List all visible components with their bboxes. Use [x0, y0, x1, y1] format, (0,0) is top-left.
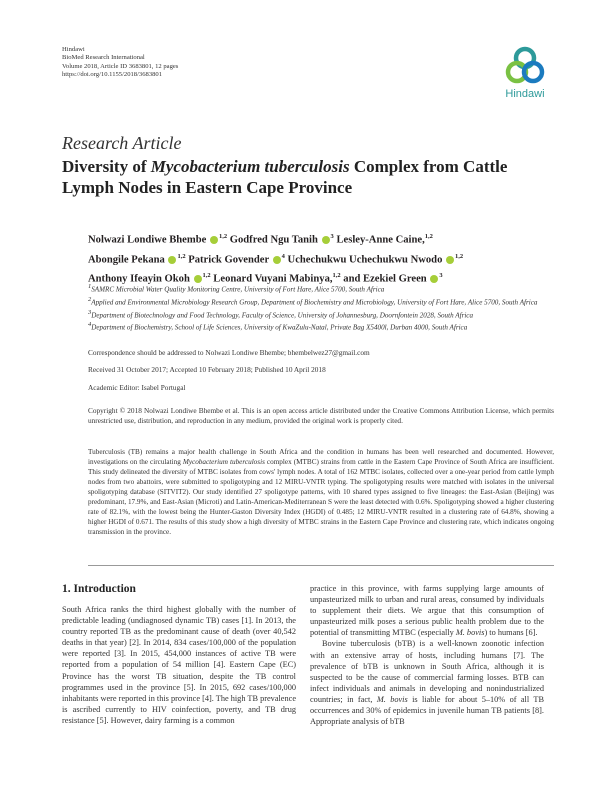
author-affiliation: 1,2 [424, 233, 433, 240]
author-name[interactable]: Godfred Ngu Tanih [229, 234, 318, 246]
orcid-icon[interactable] [446, 256, 454, 264]
affiliation-number: 2 [88, 295, 92, 303]
affiliation-item [88, 295, 558, 308]
author-affiliation: 3 [439, 272, 443, 280]
author-name[interactable]: Patrick Govender [188, 254, 269, 266]
body-column-right [310, 583, 544, 727]
logo-wordmark: Hindawi [505, 88, 545, 100]
article-title [62, 156, 552, 198]
author-affiliation: 1,2 [177, 252, 186, 260]
author-affiliation: 1,2 [218, 233, 228, 240]
abstract-text-2: complex (MTBC) strains from cattle in the Eastern Cape Province of South Africa are insufficient. This study delineated the diversity of MTBC isolates from cows' lymph nodes. A total of 162 MTBC isolates, collected over a one-year period from cattle lymph nodes from two abattoirs, were submitted to spoligotyping and 12 MIRU-VNTR typing. The spoligotyping results were matched with isolates in the universal spoligotyping database (SITVIT2). Our study identified 27 spoligotype patterns, with 10 shared types assigned to five lineages: the East-Asian (Beijing) was predominant, 17.9%, and East-Asian (Microti) and Latin-American-Mediterranean S were the least detected with 0.6%. Spoligotyping showed a higher clustering rate of 82.1%, with the lowest being the Hunter-Gaston Diversity Index (HGDI) of 0.485; 12 MIRU-VNTR resulted in a clustering rate of 64.8%, showing a higher HGDI of 0.671. The results of this study show a high diversity of MTBC strains in the Eastern Cape Province and clustering rate, which indicates ongoing transmission in the province. [88, 458, 554, 536]
publisher-name: Hindawi [62, 46, 85, 53]
affiliation-text: Applied and Environmental Microbiology Research Group, Department of Biochemistry and Microbiology, University of Fort Hare, Alice 5700, South Africa [91, 298, 538, 307]
paragraph-text: is liable for about 5–10% of all TB occurrences and 30% of epidemics in juvenile human TB patients [8]. Appropriate analysis of bTB [310, 694, 545, 727]
affiliation-item [88, 320, 558, 333]
orcid-icon[interactable] [210, 236, 218, 244]
volume-line: Volume 2018, Article ID 3683801, 12 pages [62, 62, 179, 70]
author-name[interactable]: Lesley-Anne Caine, [336, 234, 425, 246]
abstract [88, 447, 554, 537]
academic-editor: Academic Editor: Isabel Portugal [88, 383, 186, 392]
title-part-2: Complex from Cattle Lymph Nodes in Eastern Cape Province [62, 157, 508, 197]
author-affiliation: 1,2 [332, 272, 341, 280]
copyright-notice: Copyright © 2018 Nolwazi Londiwe Bhembe et al. This is an open access article distributed under the Creative Commons Attribution License, which permits unrestricted use, distribution, and reproduction in any medium, provided the original work is properly cited. [88, 406, 554, 425]
article-type: Research Article [62, 133, 182, 153]
author-name[interactable]: Abongile Pekana [88, 254, 165, 266]
journal-header [62, 46, 178, 80]
section-divider [88, 565, 554, 566]
paragraph-organism: M. bovis [376, 694, 408, 704]
paragraph-text: Bovine tuberculosis (bTB) is a well-known zoonotic infection with an extensive array of hosts, including humans [7]. The prevalence of bTB is unknown in South Africa, although it is suspected to be the cause of commercial farming losses. BTB can infect individuals and animals in developing and nonindustrialized countries; in fact, [310, 639, 544, 704]
author-name[interactable]: Nolwazi Londiwe Bhembe [88, 234, 207, 246]
orcid-icon[interactable] [168, 256, 176, 264]
dates-line: Received 31 October 2017; Accepted 10 February 2018; Published 10 April 2018 [88, 365, 326, 374]
doi-link[interactable]: https://doi.org/10.1155/2018/3683801 [62, 71, 163, 79]
body-column-left [62, 604, 296, 726]
correspondence-line: Correspondence should be addressed to Nolwazi Londiwe Bhembe; bhembelwez27@gmail.com [88, 348, 370, 357]
abstract-text-1: Tuberculosis (TB) remains a major health challenge in South Africa and the condition in humans has been well researched and documented. However, investigations on the circulating [88, 448, 554, 466]
author-affiliation: 1,2 [202, 272, 211, 280]
author-affiliation: 4 [281, 252, 285, 260]
intro-paragraph [310, 583, 544, 638]
affiliation-number: 1 [88, 283, 92, 290]
intro-paragraph [310, 638, 544, 727]
author-name[interactable]: Anthony Ifeayin Okoh [88, 273, 190, 285]
title-organism: Mycobacterium tuberculosis [150, 157, 350, 176]
affiliation-text: SAMRC Microbial Water Quality Monitoring Centre, University of Fort Hare, Alice 5700, South Africa [91, 285, 385, 294]
title-part-1: Diversity of [62, 157, 151, 176]
author-list [88, 229, 568, 288]
author-affiliation: 1,2 [455, 252, 464, 260]
affiliation-number: 4 [88, 321, 92, 329]
affiliation-list [88, 282, 558, 333]
orcid-icon[interactable] [273, 256, 281, 264]
affiliation-text: Department of Biochemistry, School of Life Sciences, University of KwaZulu-Natal, Private Bag X5400l, Durban 4000, South Africa [91, 323, 468, 332]
author-affiliation: 3 [330, 233, 334, 240]
affiliation-item [88, 308, 558, 321]
affiliation-number: 3 [88, 308, 92, 316]
orcid-icon[interactable] [322, 236, 330, 244]
intro-paragraph: South Africa ranks the third highest globally with the number of predictable leading (undiagnosed dynamic TB) cases [1]. In 2013, the country reported TB as the predominant cause of death (over 40,542 deaths in that year) [2]. In 2014, 834 cases/100,000 of the population were reported [3]. In 2015, 454,000 instances of active TB were reported from a population of 54 million [4]. Eastern Cape (EC) Province has the worst TB situation, despite the TB control programmes used in the province [5]. In 2015, 692 cases/100,000 inhabitants were reported in this province [4]. The high TB prevalence is ascribed currently to HIV coinfection, poverty, and TB drug resistance [5]. However, dairy farming is a common [62, 605, 297, 725]
author-name[interactable]: and Ezekiel Green [343, 273, 427, 285]
affiliation-text: Department of Biotechnology and Food Technology, Faculty of Science, University of Johannesburg, Doornfontein 2028, South Africa [91, 310, 474, 319]
author-name[interactable]: Leonard Vuyani Mabinya, [213, 273, 333, 285]
hindawi-logo [497, 46, 553, 106]
section-heading-introduction: 1. Introduction [62, 583, 136, 595]
journal-name: BioMed Research International [62, 54, 145, 62]
abstract-organism: Mycobacterium tuberculosis [182, 458, 265, 466]
affiliation-item [88, 282, 558, 295]
paragraph-organism: M. bovis [455, 628, 485, 638]
hindawi-logo-mark [497, 46, 553, 88]
paragraph-text: practice in this province, with farms supplying large amounts of unpasteurized milk to urban and rural areas, consumed by individuals to supplement their diets. We argue that this consumption of unpasteurized milk poses a serious public health problem due to the potential of transmitting MTBC (especially [310, 584, 544, 638]
paragraph-text: ) to humans [6]. [484, 628, 538, 638]
author-name[interactable]: Uchechukwu Uchechukwu Nwodo [287, 254, 443, 266]
